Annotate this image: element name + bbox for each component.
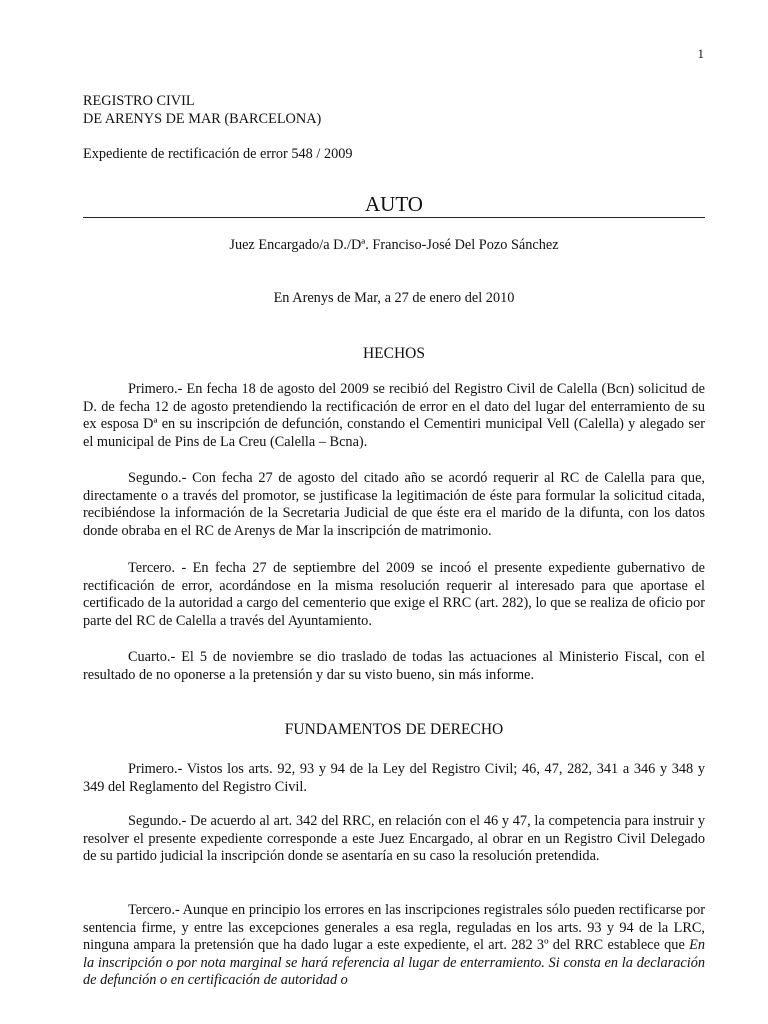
registry-line-2: DE ARENYS DE MAR (BARCELONA): [83, 111, 322, 127]
place-date: En Arenys de Mar, a 27 de enero del 2010: [273, 290, 515, 306]
judge-line: Juez Encargado/a D./Dª. Franciso-José Del Pozo Sánchez: [229, 237, 559, 253]
hechos-paragraph-2: [83, 470, 705, 540]
document-title: AUTO: [365, 192, 423, 216]
fundamentos-paragraph-2: [83, 813, 705, 866]
paragraph-label: Tercero. -: [128, 560, 187, 576]
paragraph-label: Segundo.-: [128, 813, 187, 829]
registry-address: [83, 92, 321, 128]
paragraph-text: El 5 de noviembre se dio traslado de todas las actuaciones al Ministerio Fiscal, con el resultado de no oponerse a la pretensión y dar su visto bueno, sin más informe.: [83, 649, 705, 683]
hechos-heading: HECHOS: [362, 345, 425, 362]
registry-line-1: REGISTRO CIVIL: [83, 93, 195, 109]
paragraph-text: De acuerdo al art. 342 del RRC, en relación con el 46 y 47, la competencia para instruir y resolver el presente expediente corresponde a este Juez Encargado, al obrar en un Registro Civil Delegado de su partido judicial la inscripción donde se asentaría en su caso la resolución pretendida.: [83, 813, 705, 865]
paragraph-text: Vistos los arts. 92, 93 y 94 de la Ley del Registro Civil; 46, 47, 282, 341 a 346 y 348 y 349 del Reglamento del Registro Civil.: [83, 761, 705, 795]
paragraph-text: Con fecha 27 de agosto del citado año se acordó requerir al RC de Calella para que, directamente o a través del promotor, se justificase la legitimación de éste para formular la solicitud citada, recibiéndose la información de la Secretaria Judicial de que éste era el marido de la difunta, con los datos donde obraba en el RC de Arenys de Mar la inscripción de matrimonio.: [83, 470, 705, 539]
title-divider: [83, 217, 705, 218]
hechos-paragraph-4: [83, 649, 705, 684]
hechos-paragraph-3: [83, 560, 705, 630]
page-number: 1: [697, 46, 704, 61]
paragraph-label: Tercero.-: [128, 902, 180, 918]
paragraph-text: En fecha 18 de agosto del 2009 se recibió del Registro Civil de Calella (Bcn) solicitud de D. de fecha 12 de agosto pretendiendo la rectificación de error en el dato del lugar del enterramiento de su ex esposa Dª en su inscripción de defunción, constando el Cementiri municipal Vell (Calella) y alegado ser el municipal de Pins de La Creu (Calella – Bcna).: [83, 381, 705, 450]
paragraph-label: Primero.-: [128, 381, 183, 397]
hechos-paragraph-1: [83, 381, 705, 451]
paragraph-text: Aunque en principio los errores en las inscripciones registrales sólo pueden rectificarse por sentencia firme, y entre las excepciones generales a esa regla, reguladas en los arts. 93 y 94 de la LRC, ninguna ampara la pretensión que ha dado lugar a este expediente, el art. 282 3º del RRC establece que: [83, 902, 705, 954]
paragraph-label: Segundo.-: [128, 470, 187, 486]
fundamentos-paragraph-1: [83, 761, 705, 796]
paragraph-label: Cuarto.-: [128, 649, 176, 665]
paragraph-quote: En la inscripción o por nota marginal se hará referencia al lugar de enterramiento. Si consta en la declaración de defunción o en certificación de autoridad o: [83, 937, 705, 989]
fundamentos-heading: FUNDAMENTOS DE DERECHO: [284, 721, 504, 738]
fundamentos-paragraph-3: [83, 902, 705, 990]
paragraph-label: Primero.-: [128, 761, 183, 777]
paragraph-text: En fecha 27 de septiembre del 2009 se incoó el presente expediente gubernativo de rectificación de error, acordándose en la misma resolución requerir al interesado para que aportase el certificado de la autoridad a cargo del cementerio que exige el RRC (art. 282), lo que se realiza de oficio por parte del RC de Calella a través del Ayuntamiento.: [83, 560, 705, 629]
file-reference: Expediente de rectificación de error 548 / 2009: [83, 146, 353, 162]
